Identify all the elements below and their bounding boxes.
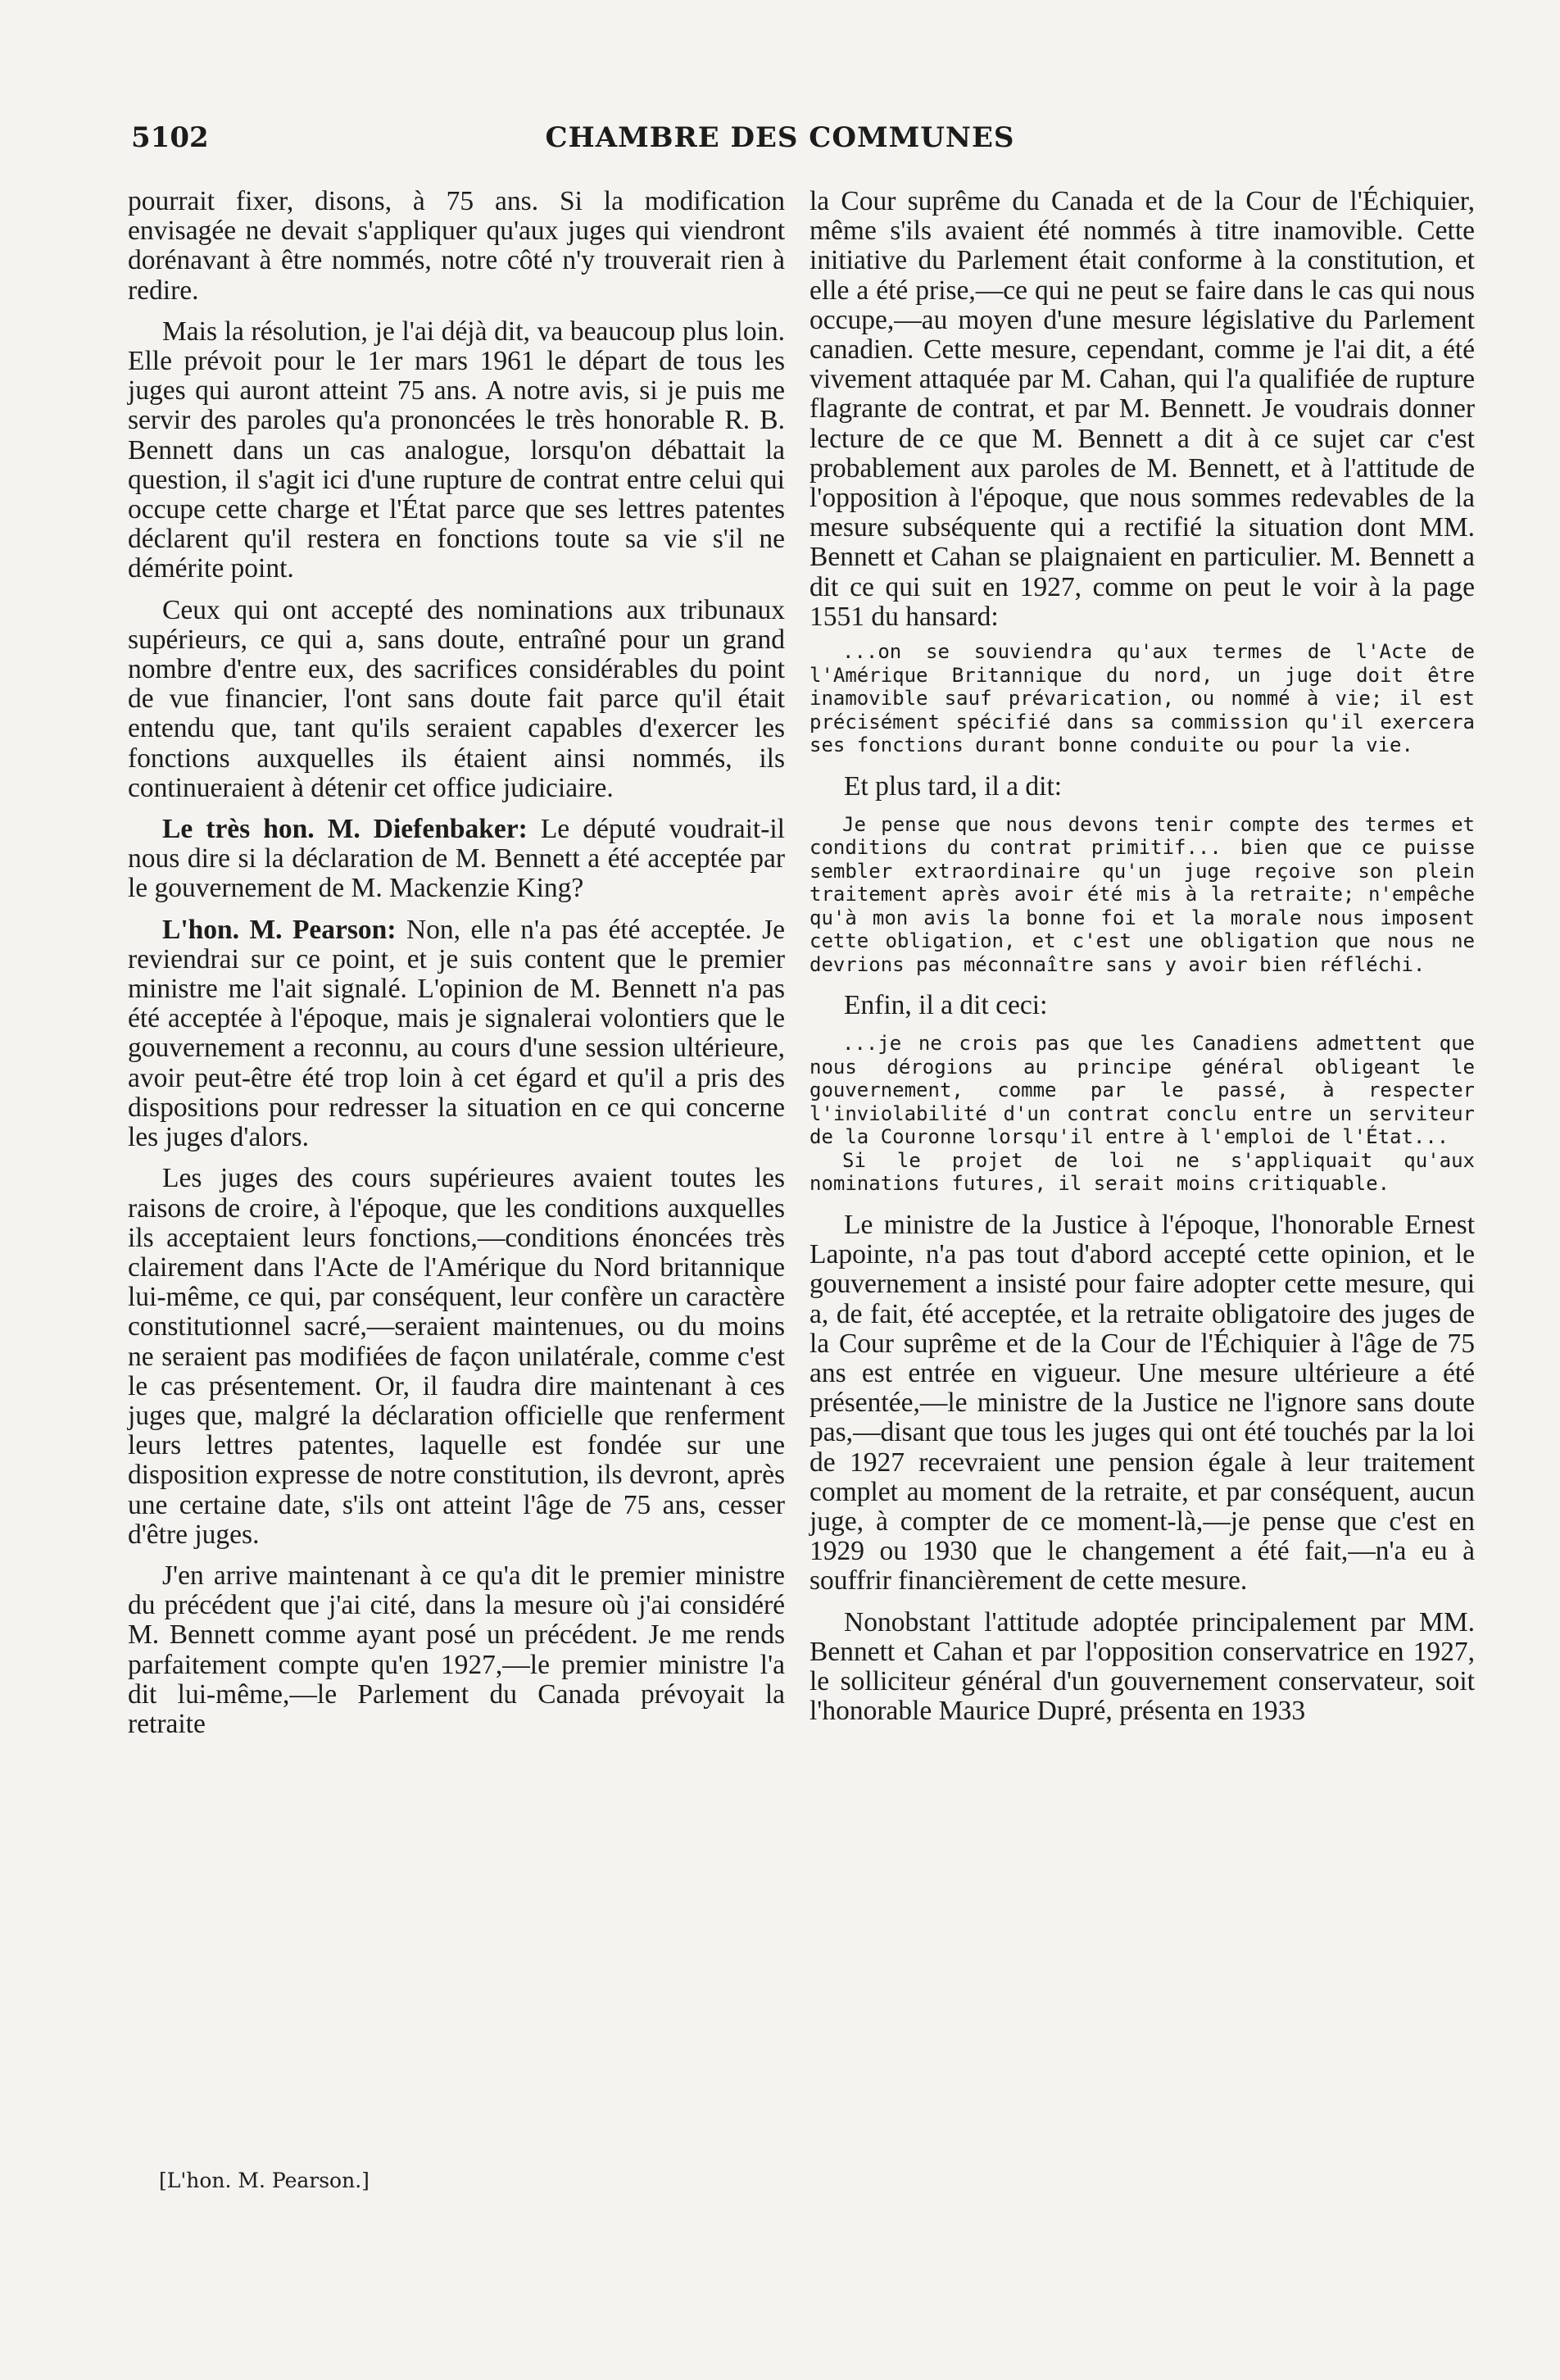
block-quote: [809, 640, 1475, 757]
paragraph: Le ministre de la Justice à l'époque, l'honorable Ernest Lapointe, n'a pas tout d'abord accepté cette opinion, et le gouvernement a insisté pour faire adopter cette mesure, qui a, de fait, été acceptée, et la retraite obligatoire des juges de la Cour suprême et de la Cour de l'Échiquier à l'âge de 75 ans est entrée en vigueur. Une mesure ultérieure a été présentée,—le ministre de la Justice ne l'ignore sans doute pas,—disant que tous les juges qui ont été touchés par la loi de 1927 recevraient une pension égale à leur traitement complet au moment de la retraite, et par conséquent, aucun juge, à compter de ce moment-là,—je pense que c'est en 1929 ou 1930 que le changement a été fait,—n'a eu à souffrir financièrement de cette mesure.: [809, 1209, 1475, 1597]
page-number: 5102: [131, 121, 209, 154]
quote-text: ...je ne crois pas que les Canadiens admettent que nous dérogions au principe général obligeant le gouvernement, comme par le passé, à respecter l'inviolabilité d'un contrat conclu entre un serviteur de la Couronne lorsqu'il entre à l'emploi de l'État...: [809, 1032, 1475, 1149]
footer-speaker-tag: [L'hon. M. Pearson.]: [159, 2169, 370, 2192]
quote-text: ...on se souviendra qu'aux termes de l'Acte de l'Amérique Britannique du nord, un juge doit être inamovible sauf prévarication, ou nommé à vie; il est précisément spécifié dans sa commission qu'il exercera ses fonctions durant bonne conduite ou pour la vie.: [809, 640, 1475, 757]
quote-text: Si le projet de loi ne s'appliquait qu'aux nominations futures, il serait moins critiquable.: [809, 1148, 1475, 1196]
paragraph: Les juges des cours supérieures avaient toutes les raisons de croire, à l'époque, que les conditions auxquelles ils acceptaient leurs fonctions,—conditions énoncées très clairement dans l'Acte de l'Amérique du Nord britannique lui-même, ce qui, par conséquent, leur confère un caractère constitutionnel sacré,—seraient maintenues, ou du moins ne seraient pas modifiées de façon unilatérale, comme c'est le cas présentement. Or, il faudra dire maintenant à ces juges que, malgré la déclaration officielle que renferment leurs lettres patentes, laquelle est fondée sur une disposition expresse de notre constitution, ils devront, après une certaine date, s'ils ont atteint l'âge de 75 ans, cesser d'être juges.: [128, 1163, 785, 1550]
paragraph: Ceux qui ont accepté des nominations aux tribunaux supérieurs, ce qui a, sans doute, entraîné pour un grand nombre d'entre eux, des sacrifices considérables du point de vue financier, l'ont sans doute fait parce qu'il était entendu que, tant qu'ils seraient capables d'exercer les fonctions auxquelles ils étaient ainsi nommés, ils continueraient à détenir cet office judiciaire.: [128, 594, 785, 803]
left-column: [128, 187, 785, 1751]
page-title: CHAMBRE DES COMMUNES: [545, 121, 1015, 154]
paragraph: Nonobstant l'attitude adoptée principalement par MM. Bennett et Cahan et par l'opposition conservatrice en 1927, le solliciteur général d'un gouvernement conservateur, soit l'honorable Maurice Dupré, présenta en 1933: [809, 1606, 1475, 1727]
speech-paragraph: [128, 915, 785, 1153]
paragraph: la Cour suprême du Canada et de la Cour de l'Échiquier, même s'ils avaient été nommés à titre inamovible. Cette initiative du Parlement était conforme à la constitution, et elle a été prise,—ce qui ne peut se faire dans le cas qui nous occupe,—au moyen d'une mesure législative du Parlement canadien. Cette mesure, cependant, comme je l'ai dit, a été vivement attaquée par M. Cahan, qui l'a qualifiée de rupture flagrante de contrat, et par M. Bennett. Je voudrais donner lecture de ce que M. Bennett a dit à ce sujet car c'est probablement aux paroles de M. Bennett, et à l'attitude de l'opposition à l'époque, que nous sommes redevables de la mesure subséquente qui a rectifié la situation dont MM. Bennett et Cahan se plaignaient en particulier. M. Bennett a dit ce qui suit en 1927, comme on peut le voir à la page 1551 du hansard:: [809, 186, 1475, 632]
speech-text: Non, elle n'a pas été acceptée. Je reviendrai sur ce point, et je suis content que le premier ministre me l'ait signalé. L'opinion de M. Bennett n'a pas été acceptée à l'époque, mais je signalerai volontiers que le gouvernement a reconnu, au cours d'une session ultérieure, avoir peut-être été trop loin à cet égard et qu'il a pris des dispositions pour redresser la situation en ce qui concerne les juges d'alors.: [128, 914, 786, 1153]
speech-paragraph: [128, 815, 785, 904]
speaker-name: Le très hon. M. Diefenbaker:: [162, 814, 528, 845]
block-quote: [809, 813, 1475, 977]
speaker-name: L'hon. M. Pearson:: [162, 914, 397, 945]
right-column: [809, 187, 1475, 1737]
quote-text: Je pense que nous devons tenir compte des termes et conditions du contrat primitif... bien que ce puisse sembler extraordinaire qu'un juge reçoive son plein traitement après avoir été mis à la retraite; n'empêche qu'à mon avis la bonne foi et la morale nous imposent cette obligation, et c'est une obligation que nous ne devrions pas méconnaître sans y avoir bien réfléchi.: [809, 812, 1475, 976]
paragraph: pourrait fixer, disons, à 75 ans. Si la modification envisagée ne devait s'appliquer qu'aux juges qui viendront dorénavant à être nommés, notre côté n'y trouverait rien à redire.: [128, 186, 785, 306]
page-header: [0, 115, 1560, 164]
block-quote: [809, 1032, 1475, 1196]
quote-intro: Enfin, il a dit ceci:: [844, 990, 1048, 1021]
paragraph: Mais la résolution, je l'ai déjà dit, va beaucoup plus loin. Elle prévoit pour le 1er mars 1961 le départ de tous les juges qui auront atteint 75 ans. A notre avis, si je puis me servir des paroles qu'a prononcées le très honorable R. B. Bennett dans un cas analogue, lorsqu'on débattait la question, il s'agit ici d'une rupture de contrat entre celui qui occupe cette charge et l'État parce que ses lettres patentes déclarent qu'il restera en fonctions toute sa vie s'il ne démérite point.: [128, 316, 785, 584]
speech-text: Le député voudrait-il nous dire si la déclaration de M. Bennett a été acceptée par le gouvernement de M. Mackenzie King?: [128, 814, 785, 904]
paragraph: J'en arrive maintenant à ce qu'a dit le premier ministre du précédent que j'ai cité, dans la mesure où j'ai considéré M. Bennett comme ayant posé un précédent. Je me rends parfaitement compte qu'en 1927,—le premier ministre l'a dit lui-même,—le Parlement du Canada prévoyait la retraite: [128, 1560, 785, 1739]
quote-intro: Et plus tard, il a dit:: [844, 770, 1063, 802]
